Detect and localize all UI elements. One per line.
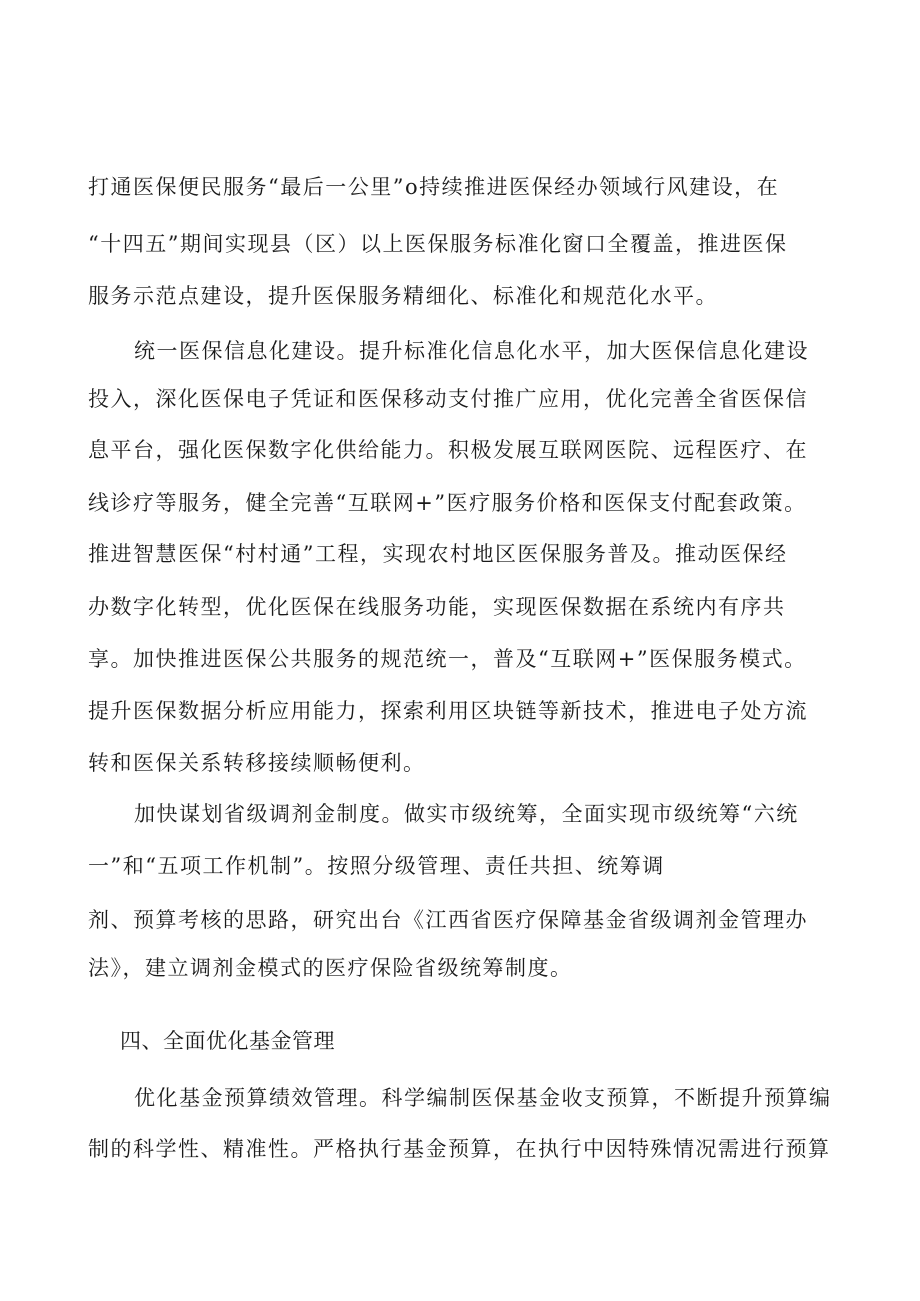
paragraph-3-line-3: 剂、预算考核的思路，研究出台《江西省医疗保障基金省级调剂金管理办 <box>88 908 808 932</box>
paragraph-2-line-7: 享。加快推进医保公共服务的规范统一，普及“互联网+”医保服务模式。 <box>88 647 807 671</box>
paragraph-3-line-4: 法》，建立调剂金模式的医疗保险省级统筹制度。 <box>88 956 573 980</box>
paragraph-4-line-1: 优化基金预算绩效管理。科学编制医保基金收支预算，不断提升预算编 <box>134 1086 832 1110</box>
paragraph-2-line-3: 息平台，强化医保数字化供给能力。积极发展互联网医院、远程医疗、在 <box>88 438 808 462</box>
paragraph-2-line-9: 转和医保关系转移接续顺畅便利。 <box>88 751 426 775</box>
paragraph-2-line-8: 提升医保数据分析应用能力，探索利用区块链等新技术，推进电子处方流 <box>88 699 808 723</box>
paragraph-2-line-5: 推进智慧医保“村村通”工程，实现农村地区医保服务普及。推动医保经 <box>88 542 788 566</box>
paragraph-2-line-4: 线诊疗等服务，健全完善“互联网+”医疗服务价格和医保支付配套政策。 <box>88 491 807 515</box>
paragraph-4-line-2: 制的科学性、精准性。严格执行基金预算，在执行中因特殊情况需进行预算 <box>88 1137 831 1161</box>
paragraph-1-line-3: 服务示范点建设，提升医保服务精细化、标准化和规范化水平。 <box>88 284 718 308</box>
paragraph-2-line-6: 办数字化转型，优化医保在线服务功能，实现医保数据在系统内有序共 <box>88 595 786 619</box>
paragraph-3-line-1: 加快谋划省级调剂金制度。做实市级统筹，全面实现市级统筹“六统 <box>134 802 799 826</box>
paragraph-2-line-2: 投入，深化医保电子凭证和医保移动支付推广应用，优化完善全省医保信 <box>88 387 808 411</box>
paragraph-3-line-2: 一”和“五项工作机制”。按照分级管理、责任共担、统筹调 <box>88 854 665 878</box>
paragraph-1-line-2: “十四五”期间实现县（区）以上医保服务标准化窗口全覆盖，推进医保 <box>88 232 788 256</box>
paragraph-2-line-1: 统一医保信息化建设。提升标准化信息化水平，加大医保信息化建设 <box>134 339 809 363</box>
section-heading: 四、全面优化基金管理 <box>120 1029 335 1053</box>
paragraph-1-line-1: 打通医保便民服务“最后一公里”o持续推进医保经办领域行风建设，在 <box>88 175 780 199</box>
